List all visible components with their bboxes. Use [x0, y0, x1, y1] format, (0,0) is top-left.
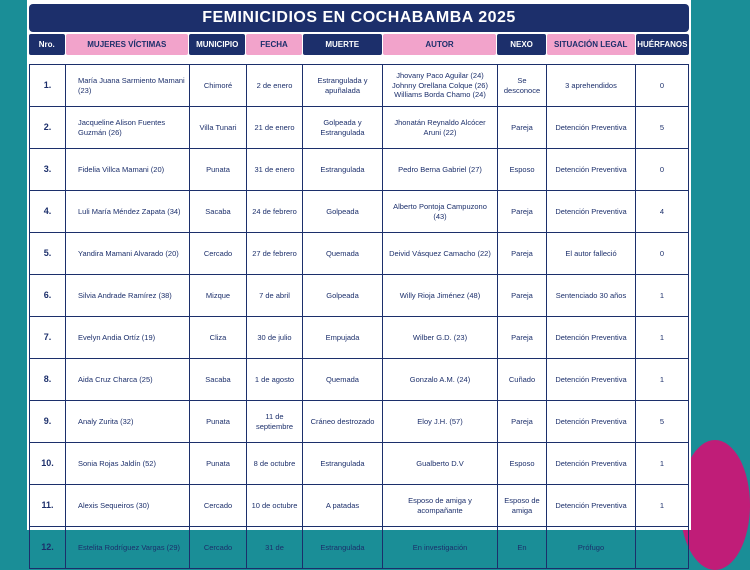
author-cell: Deivid Vásquez Camacho (22) — [382, 233, 497, 274]
orphans-cell: 1 — [635, 359, 689, 400]
municipality-cell: Villa Tunari — [189, 107, 246, 148]
municipality-cell: Chimoré — [189, 65, 246, 106]
victim-name-cell: Yandira Mamani Alvarado (20) — [65, 233, 189, 274]
row-number-cell: 9. — [29, 401, 65, 442]
link-cell: Esposo de amiga — [497, 485, 546, 526]
victim-name-cell: Aida Cruz Charca (25) — [65, 359, 189, 400]
header-date: FECHA — [246, 34, 301, 55]
header-legal-status: SITUACIÓN LEGAL — [547, 34, 635, 55]
legal-status-cell: Detención Preventiva — [546, 401, 635, 442]
author-cell: Esposo de amiga y acompañante — [382, 485, 497, 526]
author-cell: Wilber G.D. (23) — [382, 317, 497, 358]
death-cause-cell: Quemada — [302, 233, 382, 274]
link-cell: Pareja — [497, 401, 546, 442]
orphans-cell: 1 — [635, 485, 689, 526]
municipality-cell: Punata — [189, 443, 246, 484]
orphans-cell: 1 — [635, 317, 689, 358]
municipality-cell: Punata — [189, 401, 246, 442]
victim-name-cell: Silvia Andrade Ramírez (38) — [65, 275, 189, 316]
link-cell: Esposo — [497, 443, 546, 484]
author-cell: Alberto Pontoja Campuzono (43) — [382, 191, 497, 232]
table-row — [29, 148, 689, 190]
death-cause-cell: Estrangulada y apuñalada — [302, 65, 382, 106]
table-row — [29, 526, 689, 569]
legal-status-cell: Detención Preventiva — [546, 317, 635, 358]
row-number-cell: 2. — [29, 107, 65, 148]
header-victims: MUJERES VÍCTIMAS — [66, 34, 189, 55]
orphans-cell — [635, 527, 689, 568]
table-header-row — [29, 34, 689, 55]
orphans-cell: 0 — [635, 65, 689, 106]
table-body — [29, 64, 689, 569]
victim-name-cell: Fidelia Villca Mamani (20) — [65, 149, 189, 190]
victim-name-cell: Evelyn Andia Ortíz (19) — [65, 317, 189, 358]
author-cell: Jhonatán Reynaldo Alcócer Aruni (22) — [382, 107, 497, 148]
death-cause-cell: A patadas — [302, 485, 382, 526]
orphans-cell: 0 — [635, 233, 689, 274]
date-cell: 2 de enero — [246, 65, 302, 106]
table-row — [29, 274, 689, 316]
death-cause-cell: Estrangulada — [302, 527, 382, 568]
row-number-cell: 3. — [29, 149, 65, 190]
row-number-cell: 7. — [29, 317, 65, 358]
date-cell: 8 de octubre — [246, 443, 302, 484]
victim-name-cell: Jacqueline Alison Fuentes Guzmán (26) — [65, 107, 189, 148]
table-row — [29, 358, 689, 400]
header-link: NEXO — [497, 34, 545, 55]
municipality-cell: Mizque — [189, 275, 246, 316]
author-cell: Gualberto D.V — [382, 443, 497, 484]
victim-name-cell: Alexis Sequeiros (30) — [65, 485, 189, 526]
date-cell: 1 de agosto — [246, 359, 302, 400]
legal-status-cell: 3 aprehendidos — [546, 65, 635, 106]
header-author: AUTOR — [383, 34, 497, 55]
row-number-cell: 6. — [29, 275, 65, 316]
municipality-cell: Sacaba — [189, 359, 246, 400]
document-title: FEMINICIDIOS EN COCHABAMBA 2025 — [29, 4, 689, 32]
table-row — [29, 106, 689, 148]
author-cell: Gonzalo A.M. (24) — [382, 359, 497, 400]
death-cause-cell: Golpeada y Estrangulada — [302, 107, 382, 148]
table-row — [29, 316, 689, 358]
orphans-cell: 5 — [635, 107, 689, 148]
table-row — [29, 232, 689, 274]
legal-status-cell: Detención Preventiva — [546, 149, 635, 190]
date-cell: 11 de septiembre — [246, 401, 302, 442]
orphans-cell: 1 — [635, 443, 689, 484]
orphans-cell: 1 — [635, 275, 689, 316]
table-row — [29, 484, 689, 526]
row-number-cell: 5. — [29, 233, 65, 274]
row-number-cell: 8. — [29, 359, 65, 400]
municipality-cell: Cercado — [189, 527, 246, 568]
legal-status-cell: Prófugo — [546, 527, 635, 568]
row-number-cell: 11. — [29, 485, 65, 526]
date-cell: 24 de febrero — [246, 191, 302, 232]
table-row — [29, 400, 689, 442]
header-nro: Nro. — [29, 34, 65, 55]
date-cell: 10 de octubre — [246, 485, 302, 526]
municipality-cell: Cliza — [189, 317, 246, 358]
death-cause-cell: Cráneo destrozado — [302, 401, 382, 442]
link-cell: En — [497, 527, 546, 568]
link-cell: Pareja — [497, 233, 546, 274]
link-cell: Esposo — [497, 149, 546, 190]
legal-status-cell: Sentenciado 30 años — [546, 275, 635, 316]
death-cause-cell: Estrangulada — [302, 443, 382, 484]
table-row — [29, 64, 689, 106]
header-municipality: MUNICIPIO — [189, 34, 245, 55]
victim-name-cell: Luli María Méndez Zapata (34) — [65, 191, 189, 232]
orphans-cell: 0 — [635, 149, 689, 190]
municipality-cell: Cercado — [189, 485, 246, 526]
victim-name-cell: María Juana Sarmiento Mamani (23) — [65, 65, 189, 106]
date-cell: 30 de julio — [246, 317, 302, 358]
link-cell: Pareja — [497, 317, 546, 358]
date-cell: 7 de abril — [246, 275, 302, 316]
table-row — [29, 442, 689, 484]
legal-status-cell: Detención Preventiva — [546, 107, 635, 148]
author-cell: En investigación — [382, 527, 497, 568]
link-cell: Cuñado — [497, 359, 546, 400]
author-cell: Pedro Berna Gabriel (27) — [382, 149, 497, 190]
link-cell: Pareja — [497, 191, 546, 232]
death-cause-cell: Empujada — [302, 317, 382, 358]
header-death: MUERTE — [303, 34, 382, 55]
author-cell: Willy Rioja Jiménez (48) — [382, 275, 497, 316]
death-cause-cell: Golpeada — [302, 191, 382, 232]
death-cause-cell: Estrangulada — [302, 149, 382, 190]
row-number-cell: 12. — [29, 527, 65, 568]
legal-status-cell: El autor falleció — [546, 233, 635, 274]
victim-name-cell: Analy Zurita (32) — [65, 401, 189, 442]
link-cell: Se desconoce — [497, 65, 546, 106]
legal-status-cell: Detención Preventiva — [546, 485, 635, 526]
death-cause-cell: Quemada — [302, 359, 382, 400]
author-cell: Eloy J.H. (57) — [382, 401, 497, 442]
legal-status-cell: Detención Preventiva — [546, 443, 635, 484]
municipality-cell: Punata — [189, 149, 246, 190]
death-cause-cell: Golpeada — [302, 275, 382, 316]
link-cell: Pareja — [497, 275, 546, 316]
victim-name-cell: Sonia Rojas Jaldín (52) — [65, 443, 189, 484]
municipality-cell: Cercado — [189, 233, 246, 274]
header-orphans: HUÉRFANOS — [636, 34, 689, 55]
victim-name-cell: Estelita Rodríguez Vargas (29) — [65, 527, 189, 568]
legal-status-cell: Detención Preventiva — [546, 359, 635, 400]
row-number-cell: 1. — [29, 65, 65, 106]
municipality-cell: Sacaba — [189, 191, 246, 232]
date-cell: 31 de enero — [246, 149, 302, 190]
author-cell: Jhovany Paco Aguilar (24) Johnny Orellana Colque (26) Williams Borda Chamo (24) — [382, 65, 497, 106]
row-number-cell: 4. — [29, 191, 65, 232]
link-cell: Pareja — [497, 107, 546, 148]
legal-status-cell: Detención Preventiva — [546, 191, 635, 232]
table-row — [29, 190, 689, 232]
date-cell: 31 de — [246, 527, 302, 568]
date-cell: 21 de enero — [246, 107, 302, 148]
date-cell: 27 de febrero — [246, 233, 302, 274]
row-number-cell: 10. — [29, 443, 65, 484]
orphans-cell: 4 — [635, 191, 689, 232]
femicide-table-document — [27, 0, 691, 552]
orphans-cell: 5 — [635, 401, 689, 442]
